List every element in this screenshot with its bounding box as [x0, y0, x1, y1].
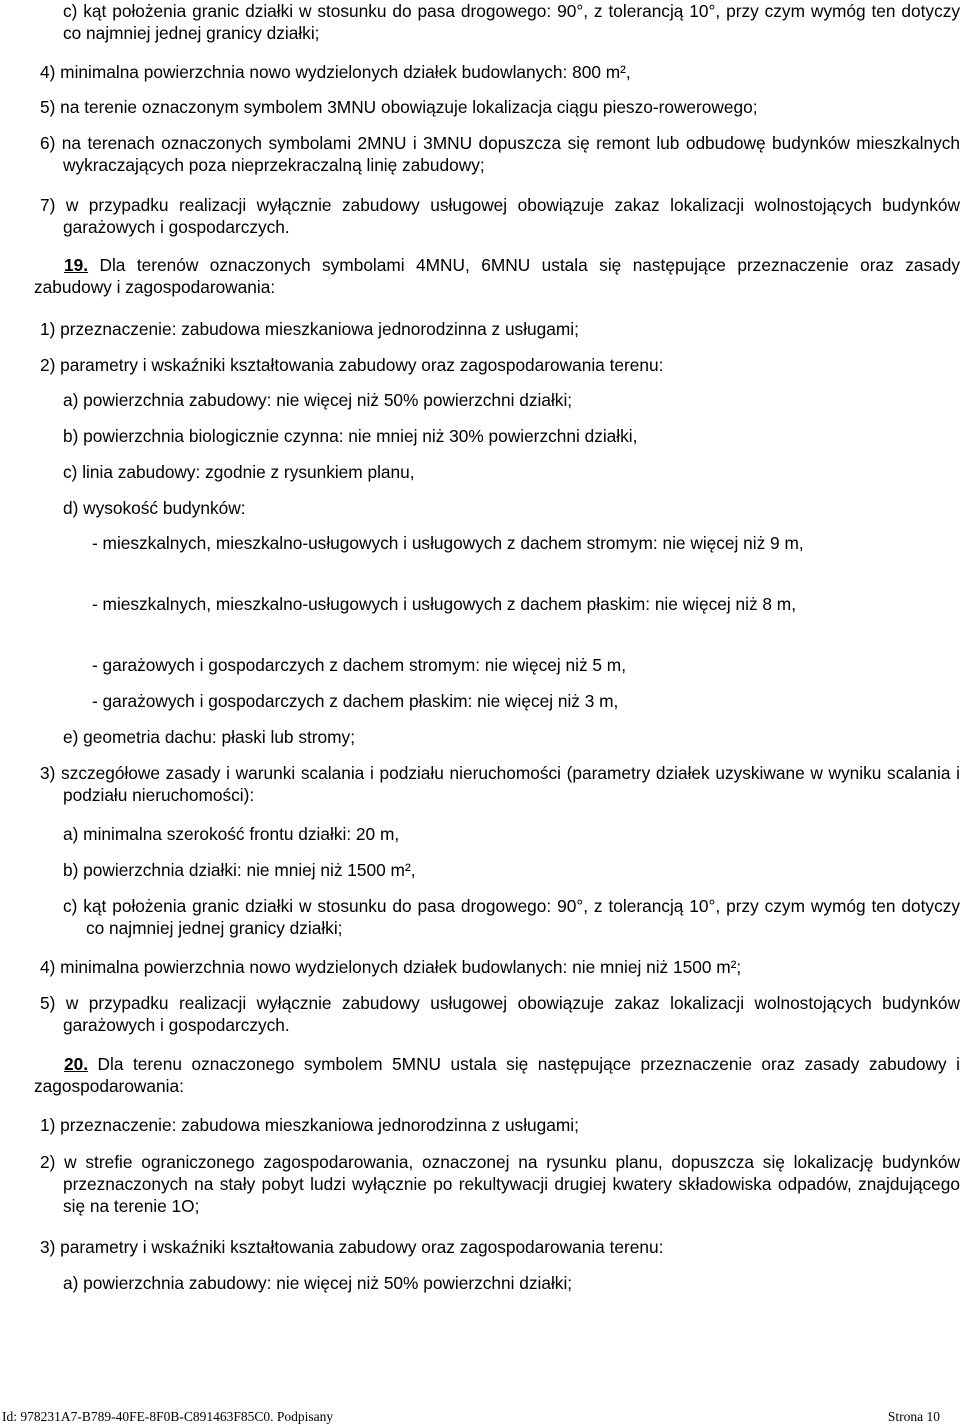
paragraph: 5) na terenie oznaczonym symbolem 3MNU obowiązuje lokalizacja ciągu pieszo-rowerowego;	[40, 97, 758, 117]
paragraph: 4) minimalna powierzchnia nowo wydzielonych działek budowlanych: 800 m²,	[40, 62, 631, 82]
page-number: Strona 10	[887, 1409, 940, 1424]
paragraph: c) linia zabudowy: zgodnie z rysunkiem planu,	[63, 462, 415, 482]
paragraph: 2) parametry i wskaźniki kształtowania zabudowy oraz zagospodarowania terenu:	[40, 355, 664, 375]
section-text: Dla terenów oznaczonych symbolami 4MNU, 6MNU ustala się następujące przeznaczenie oraz zasady zabudowy i zagospodarowania:	[34, 255, 960, 297]
paragraph: c) kąt położenia granic działki w stosunku do pasa drogowego: 90°, z tolerancją 10°, przy czym wymóg ten dotyczy co najmniej jednej granicy działki;	[63, 896, 960, 938]
paragraph: d) wysokość budynków:	[63, 498, 246, 518]
paragraph: 3) szczegółowe zasady i warunki scalania i podziału nieruchomości (parametry działek uzyskiwane w wyniku scalania i podziału nieruchomości):	[40, 763, 960, 805]
paragraph: 6) na terenach oznaczonych symbolami 2MNU i 3MNU dopuszcza się remont lub odbudowę budynków mieszkalnych wykraczających poza nieprzekraczalną linię zabudowy;	[40, 133, 960, 175]
paragraph: a) powierzchnia zabudowy: nie więcej niż 50% powierzchni działki;	[63, 1273, 573, 1293]
paragraph: 1) przeznaczenie: zabudowa mieszkaniowa jednorodzinna z usługami;	[40, 319, 579, 339]
paragraph: 3) parametry i wskaźniki kształtowania zabudowy oraz zagospodarowania terenu:	[40, 1237, 664, 1257]
document-id: Id: 978231A7-B789-40FE-8F0B-C891463F85C0. Podpisany	[2, 1409, 334, 1424]
paragraph: 2) w strefie ograniczonego zagospodarowania, oznaczonej na rysunku planu, dopuszcza się lokalizację budynków przeznaczonych na stały pobyt ludzi wyłącznie po rekultywacji drugiej kwatery składowiska odpadów, znajdującego się na terenie 1O;	[40, 1152, 960, 1216]
paragraph: - garażowych i gospodarczych z dachem stromym: nie więcej niż 5 m,	[92, 655, 626, 675]
section-paragraph	[34, 1053, 960, 1097]
paragraph: 4) minimalna powierzchnia nowo wydzielonych działek budowlanych: nie mniej niż 1500 m²;	[40, 957, 742, 977]
section-paragraph	[34, 254, 960, 298]
paragraph: c) kąt położenia granic działki w stosunku do pasa drogowego: 90°, z tolerancją 10°, przy czym wymóg ten dotyczy co najmniej jednej granicy działki;	[63, 1, 960, 43]
paragraph: - garażowych i gospodarczych z dachem płaskim: nie więcej niż 3 m,	[92, 691, 619, 711]
section-number: 19.	[64, 255, 89, 275]
paragraph: e) geometria dachu: płaski lub stromy;	[63, 727, 355, 747]
paragraph: b) powierzchnia biologicznie czynna: nie mniej niż 30% powierzchni działki,	[63, 426, 638, 446]
section-text: Dla terenu oznaczonego symbolem 5MNU ustala się następujące przeznaczenie oraz zasady zabudowy i zagospodarowania:	[34, 1054, 960, 1096]
paragraph: 1) przeznaczenie: zabudowa mieszkaniowa jednorodzinna z usługami;	[40, 1115, 579, 1135]
paragraph: - mieszkalnych, mieszkalno-usługowych i usługowych z dachem stromym: nie więcej niż 9 m,	[92, 533, 804, 553]
paragraph: 5) w przypadku realizacji wyłącznie zabudowy usługowej obowiązuje zakaz lokalizacji wolnostojących budynków garażowych i gospodarczych.	[40, 993, 960, 1035]
paragraph: a) powierzchnia zabudowy: nie więcej niż 50% powierzchni działki;	[63, 390, 573, 410]
section-number: 20.	[64, 1054, 89, 1074]
paragraph: 7) w przypadku realizacji wyłącznie zabudowy usługowej obowiązuje zakaz lokalizacji wolnostojących budynków garażowych i gospodarczych.	[40, 195, 960, 237]
paragraph: b) powierzchnia działki: nie mniej niż 1500 m²,	[63, 860, 416, 880]
paragraph: a) minimalna szerokość frontu działki: 20 m,	[63, 824, 400, 844]
paragraph: - mieszkalnych, mieszkalno-usługowych i usługowych z dachem płaskim: nie więcej niż 8 m,	[92, 594, 796, 614]
